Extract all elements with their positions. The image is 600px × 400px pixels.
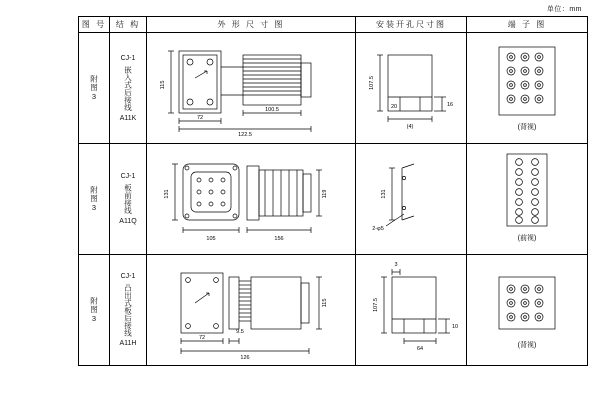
terminal-caption-1: (背视) (517, 124, 537, 131)
terminal-drawing-1 (467, 33, 587, 143)
terminal-caption-2: (前视) (517, 235, 537, 242)
table-row (79, 255, 588, 366)
terminal-caption-3: (背视) (517, 342, 537, 349)
dim-3-2: 9.5 (236, 329, 244, 335)
cell-tu-hao-3 (79, 255, 110, 366)
dim-1-2: 72 (196, 115, 204, 121)
spec-table (78, 16, 588, 366)
unit-note: 单位：mm (546, 6, 582, 13)
table-row (79, 144, 588, 255)
cell-mount-2 (356, 144, 467, 255)
cell-terminal-2 (467, 144, 588, 255)
cell-jie-gou-3 (110, 255, 147, 366)
mount-drawing-3 (356, 255, 466, 365)
dim-1-1: 115 (160, 80, 166, 90)
dim-m3-3: 10 (451, 324, 459, 330)
dim-m3-2: 107.5 (373, 298, 379, 312)
dim-m1-2: 16 (446, 102, 454, 108)
tu-hao-label-3: 附图3 (89, 296, 99, 324)
cell-tu-hao-1 (79, 33, 110, 144)
dim-2-1: 131 (164, 189, 170, 199)
struct-desc-3: 凸出式板后接线 (123, 283, 133, 337)
dim-3-4: 115 (322, 298, 328, 308)
dim-m3-1: 3 (394, 262, 398, 268)
header-wai-xing: 外 形 尺 寸 图 (147, 17, 356, 33)
dim-m2-1: 131 (381, 189, 387, 199)
outline-drawing-3 (147, 255, 355, 365)
cell-outline-1 (147, 33, 356, 144)
mount-drawing-2 (356, 144, 466, 254)
dim-m1-1: 107.5 (369, 76, 375, 90)
terminal-drawing-2 (467, 144, 587, 254)
header-tu-hao: 图 号 (79, 17, 110, 33)
struct-code-3: CJ-1 (120, 272, 136, 280)
struct-desc-1: 嵌入式后接线 (123, 65, 133, 111)
header-duan-zi: 端 子 图 (467, 17, 588, 33)
table-row (79, 33, 588, 144)
dim-3-1: 72 (198, 335, 206, 341)
terminal-drawing-3 (467, 255, 587, 365)
outline-drawing-2 (147, 144, 355, 254)
tu-hao-label-1: 附图3 (89, 74, 99, 102)
dim-2-2: 105 (206, 236, 216, 242)
dim-1-4: 122.5 (238, 132, 252, 138)
dim-m3-4: 64 (416, 346, 424, 352)
struct-code-2: CJ-1 (120, 173, 136, 180)
struct-model-1: A11K (119, 114, 137, 122)
dim-2-4: 119 (322, 189, 328, 199)
table-header-row (79, 17, 588, 33)
dim-3-3: 126 (240, 355, 250, 361)
header-jie-gou: 结 构 (110, 17, 147, 33)
cell-terminal-1 (467, 33, 588, 144)
cell-mount-1 (356, 33, 467, 144)
tu-hao-label-2: 附图3 (89, 185, 99, 213)
cell-tu-hao-2 (79, 144, 110, 255)
cell-mount-3 (356, 255, 467, 366)
cell-jie-gou-1 (110, 33, 147, 144)
dim-m1-3: 20 (390, 104, 398, 110)
cell-outline-3 (147, 255, 356, 366)
struct-model-3: A11H (119, 340, 137, 348)
outline-drawing-1 (147, 33, 355, 143)
header-kai-kong: 安装开孔尺寸图 (356, 17, 467, 33)
mount-drawing-1 (356, 33, 466, 143)
dim-2-3: 156 (274, 236, 284, 242)
dim-1-3: 100.5 (265, 107, 279, 113)
dim-m2-2: 2-φ5 (372, 226, 384, 232)
struct-code-1: CJ-1 (120, 54, 136, 62)
cell-outline-2 (147, 144, 356, 255)
cell-jie-gou-2 (110, 144, 147, 255)
cell-terminal-3 (467, 255, 588, 366)
struct-model-2: A11Q (119, 218, 137, 225)
dim-m1-4: (4) (406, 124, 414, 130)
struct-desc-2: 板前接线 (123, 184, 133, 214)
